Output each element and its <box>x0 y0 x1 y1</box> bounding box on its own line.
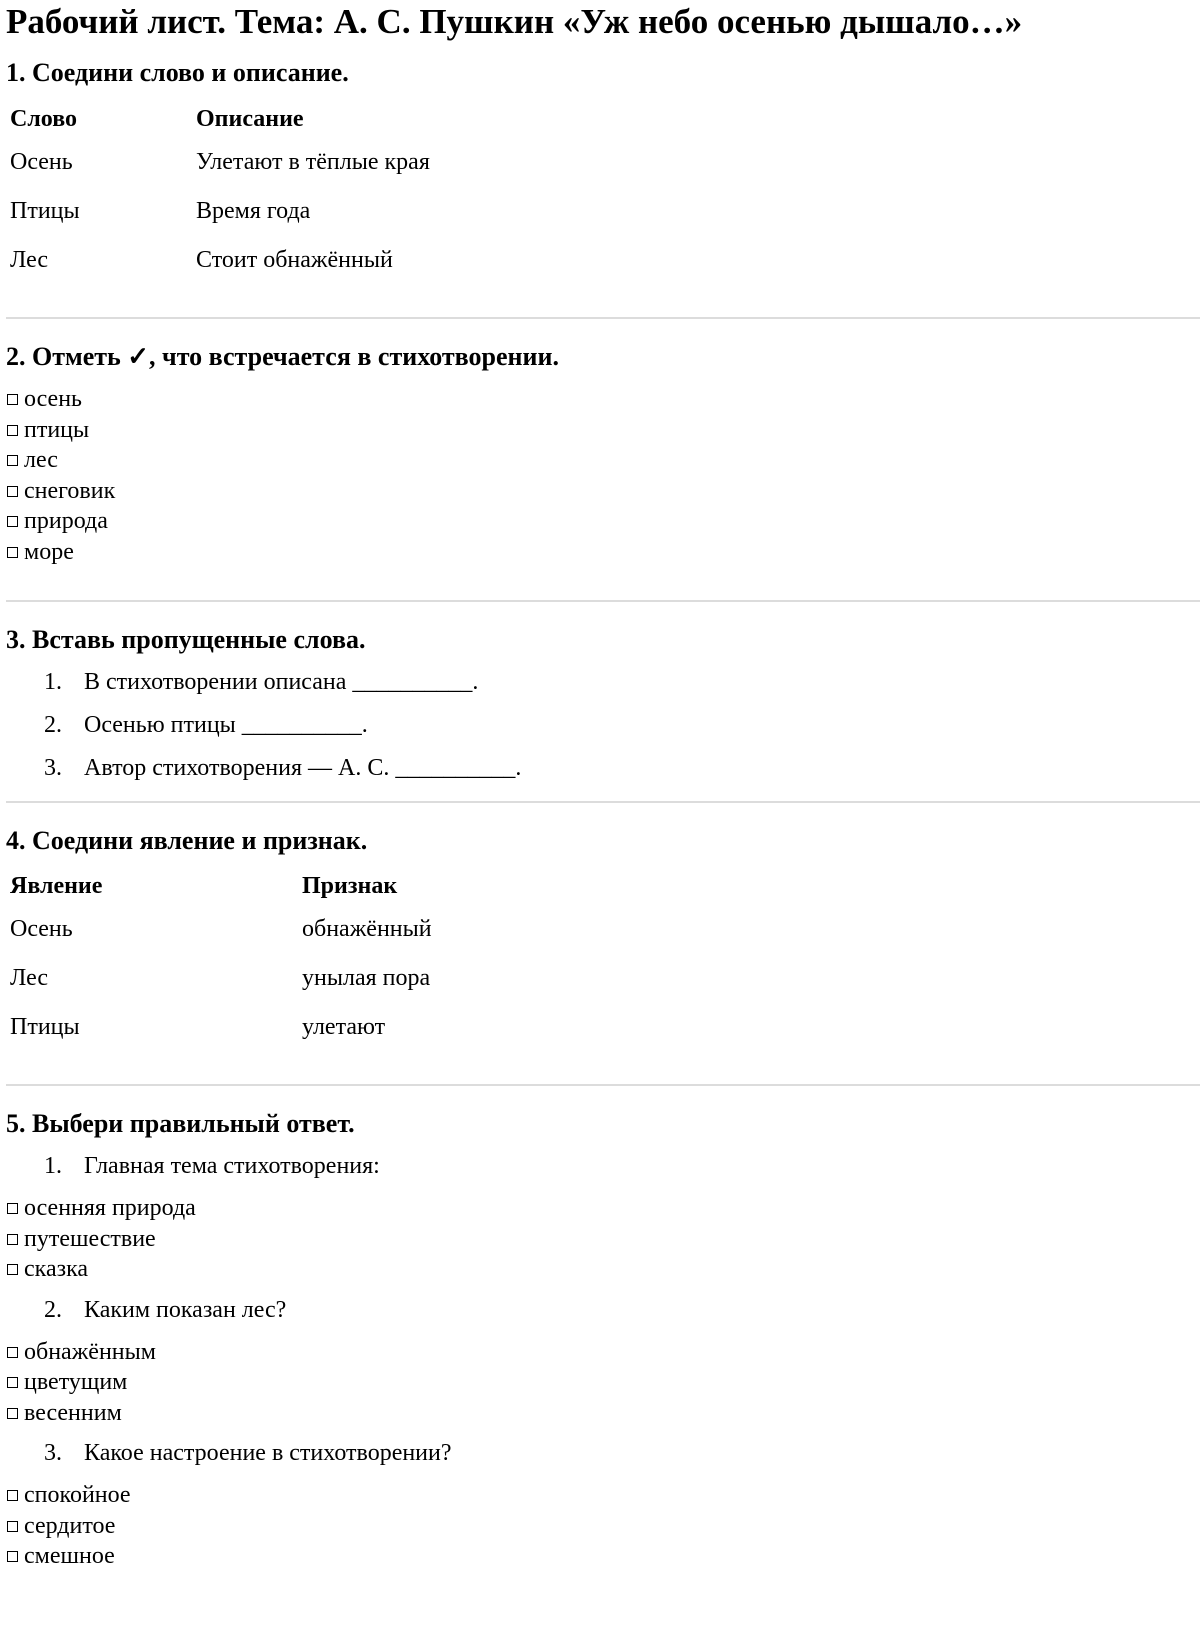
item-number: 3. <box>44 755 62 781</box>
checkbox-item[interactable] <box>7 445 1194 476</box>
table-row <box>10 138 430 187</box>
checkbox-icon[interactable] <box>7 1551 18 1562</box>
question-number: 1. <box>44 1153 62 1179</box>
checkbox-icon[interactable] <box>7 1408 18 1419</box>
option-item[interactable] <box>7 1193 1194 1224</box>
answer-options <box>7 1480 1194 1572</box>
word-cell: Птицы <box>10 198 80 224</box>
question-number: 3. <box>44 1440 62 1466</box>
checkbox-icon[interactable] <box>7 1264 18 1275</box>
column-header-description: Описание <box>196 105 304 132</box>
list-item <box>6 753 1194 789</box>
question-list <box>6 1438 1194 1480</box>
checkbox-icon[interactable] <box>7 425 18 436</box>
checkbox-item[interactable] <box>7 506 1194 537</box>
item-number: 2. <box>44 712 62 738</box>
word-cell: Лес <box>10 247 49 273</box>
checkbox-label: снеговик <box>24 477 116 504</box>
section-divider <box>6 600 1200 602</box>
phenomenon-cell: Осень <box>10 916 73 942</box>
description-cell: Стоит обнажённый <box>196 247 393 273</box>
section-1-heading: 1. Соедини слово и описание. <box>6 58 349 87</box>
column-header-feature: Признак <box>302 872 398 899</box>
checkbox-icon[interactable] <box>7 1377 18 1388</box>
section-divider <box>6 317 1200 319</box>
option-item[interactable] <box>7 1511 1194 1542</box>
option-label: сказка <box>24 1256 89 1282</box>
checkbox-icon[interactable] <box>7 547 18 558</box>
checkbox-list <box>7 384 1194 567</box>
table-row <box>10 236 430 285</box>
checkbox-icon[interactable] <box>7 394 18 405</box>
checkbox-item[interactable] <box>7 415 1194 446</box>
answer-options <box>7 1193 1194 1285</box>
option-item[interactable] <box>7 1480 1194 1511</box>
option-label: сердитое <box>24 1512 116 1539</box>
option-item[interactable] <box>7 1398 1194 1429</box>
section-5-heading: 5. Выбери правильный ответ. <box>6 1109 355 1138</box>
question-text: Какое настроение в стихотворении? <box>84 1440 452 1466</box>
checkbox-item[interactable] <box>7 537 1194 568</box>
option-label: спокойное <box>24 1482 131 1508</box>
section-2-heading: 2. Отметь ✓, что встречается в стихотворении. <box>6 342 559 371</box>
feature-cell: обнажённый <box>302 916 432 942</box>
checkbox-item[interactable] <box>7 476 1194 507</box>
question-text: Главная тема стихотворения: <box>84 1153 380 1179</box>
option-item[interactable] <box>7 1367 1194 1398</box>
checkbox-icon[interactable] <box>7 1234 18 1245</box>
question-number: 2. <box>44 1296 62 1323</box>
item-text: Автор стихотворения — А. С. __________. <box>84 755 522 781</box>
option-item[interactable] <box>7 1224 1194 1255</box>
column-header-phenomenon: Явление <box>10 872 103 899</box>
option-label: обнажённым <box>24 1338 156 1365</box>
option-item[interactable] <box>7 1337 1194 1368</box>
checkbox-label: природа <box>24 508 108 534</box>
match-table-2 <box>10 867 432 1052</box>
section-3-heading: 3. Вставь пропущенные слова. <box>6 625 366 654</box>
checkbox-icon[interactable] <box>7 455 18 466</box>
section-divider <box>6 1084 1200 1086</box>
checkbox-icon[interactable] <box>7 516 18 527</box>
option-label: путешествие <box>24 1225 156 1252</box>
feature-cell: унылая пора <box>302 965 431 991</box>
option-item[interactable] <box>7 1254 1194 1285</box>
option-label: осенняя природа <box>24 1195 196 1221</box>
section-4-heading: 4. Соедини явление и признак. <box>6 826 368 855</box>
table-row <box>10 905 432 954</box>
checkbox-icon[interactable] <box>7 1490 18 1501</box>
checkbox-label: осень <box>24 386 82 412</box>
checkbox-icon[interactable] <box>7 1347 18 1358</box>
question-item <box>6 1151 1194 1193</box>
description-cell: Улетают в тёплые края <box>196 149 430 175</box>
section-5 <box>6 1109 1194 1572</box>
table-row <box>10 1003 432 1052</box>
table-header-row <box>10 100 430 138</box>
checkbox-item[interactable] <box>7 384 1194 415</box>
feature-cell: улетают <box>302 1014 386 1040</box>
question-item <box>6 1295 1194 1337</box>
checkbox-label: птицы <box>24 416 90 443</box>
checkbox-label: море <box>24 538 74 565</box>
question-text: Каким показан лес? <box>84 1296 287 1323</box>
page-title: Рабочий лист. Тема: А. С. Пушкин «Уж небо осенью дышало…» <box>6 2 1023 41</box>
option-label: цветущим <box>24 1369 128 1395</box>
option-label: смешное <box>24 1543 115 1569</box>
match-table-1 <box>10 100 430 285</box>
checkbox-label: лес <box>24 447 58 473</box>
word-cell: Осень <box>10 149 73 175</box>
option-label: весенним <box>24 1399 122 1426</box>
table-row <box>10 954 432 1003</box>
section-3 <box>6 625 1194 789</box>
question-list <box>6 1295 1194 1337</box>
section-4 <box>6 826 1194 1052</box>
list-item <box>6 710 1194 753</box>
checkbox-icon[interactable] <box>7 486 18 497</box>
list-item <box>6 667 1194 710</box>
item-text: Осенью птицы __________. <box>84 712 368 738</box>
checkbox-icon[interactable] <box>7 1203 18 1214</box>
item-number: 1. <box>44 669 62 695</box>
column-header-word: Слово <box>10 105 77 132</box>
phenomenon-cell: Лес <box>10 965 49 991</box>
table-row <box>10 187 430 236</box>
phenomenon-cell: Птицы <box>10 1014 80 1040</box>
question-item <box>6 1438 1194 1480</box>
item-text: В стихотворении описана __________. <box>84 669 479 695</box>
section-2 <box>6 342 1194 567</box>
section-divider <box>6 801 1200 803</box>
section-1 <box>6 58 1194 285</box>
fill-in-list <box>6 667 1194 789</box>
answer-options <box>7 1337 1194 1429</box>
description-cell: Время года <box>196 198 311 224</box>
table-header-row <box>10 867 432 905</box>
question-list <box>6 1151 1194 1193</box>
checkbox-icon[interactable] <box>7 1521 18 1532</box>
option-item[interactable] <box>7 1541 1194 1572</box>
